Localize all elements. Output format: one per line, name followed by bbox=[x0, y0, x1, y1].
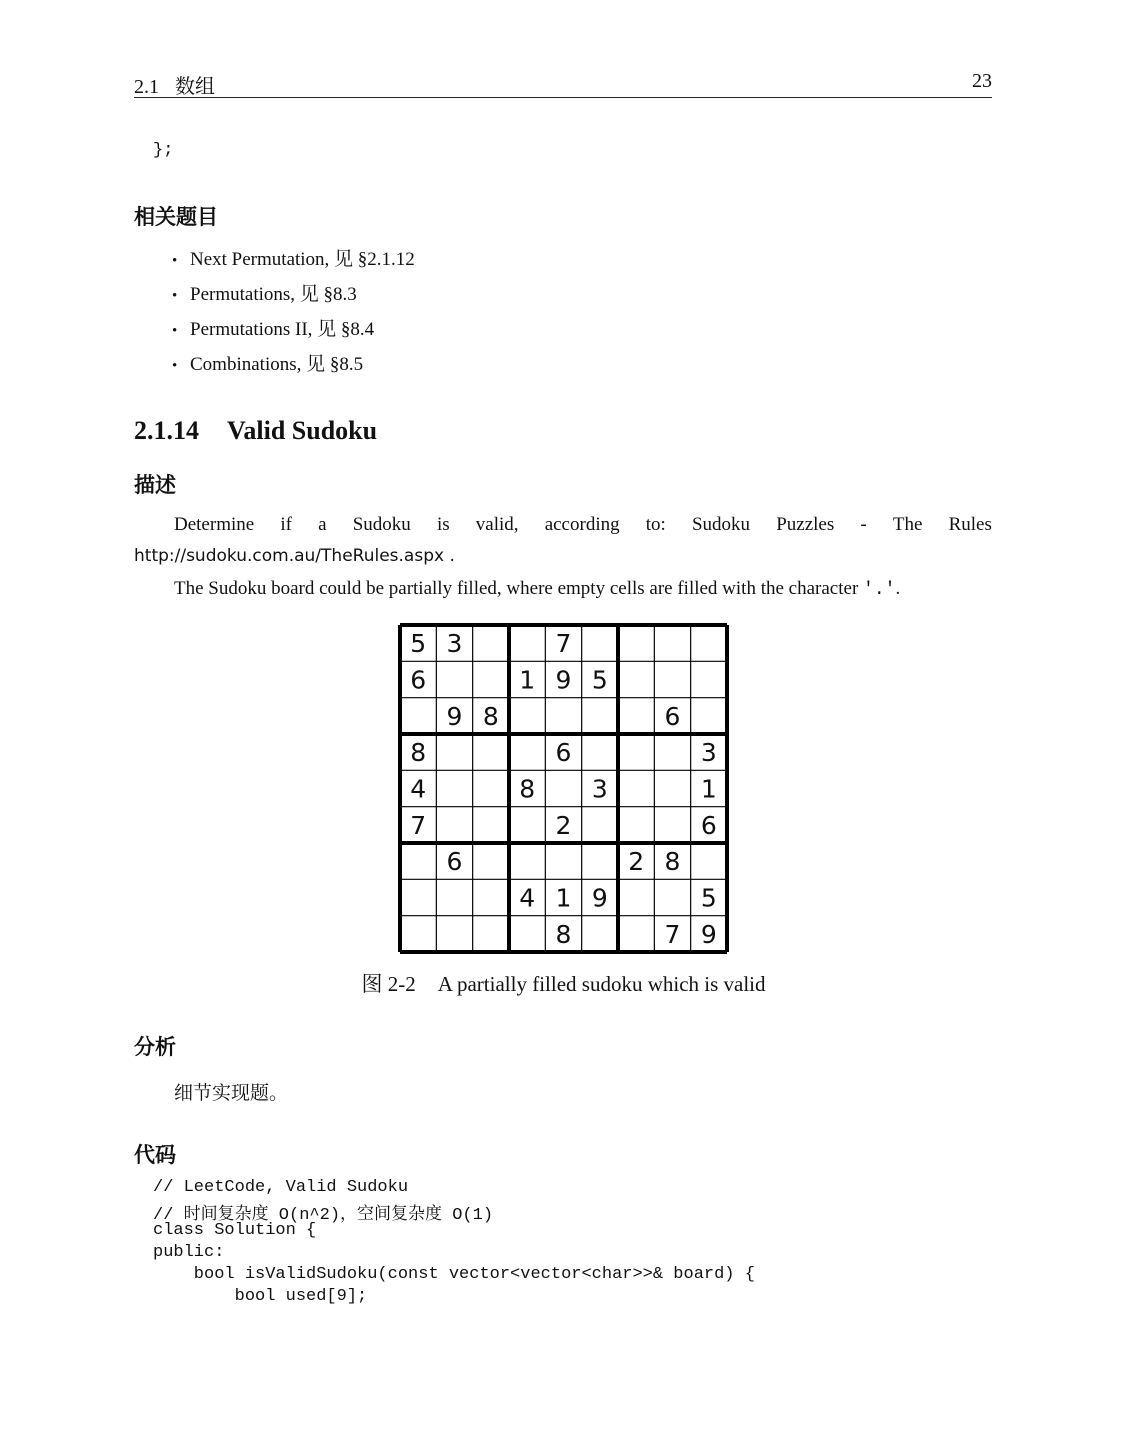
sudoku-cell-value: 5 bbox=[410, 629, 427, 659]
code-line: class Solution { bbox=[153, 1221, 317, 1240]
analysis-heading: 分析 bbox=[134, 1035, 176, 1059]
description-word: according bbox=[544, 514, 620, 535]
figure-label: 图 2-2 bbox=[361, 972, 416, 996]
related-heading: 相关题目 bbox=[134, 205, 218, 229]
description-text: The Sudoku board could be partially filled, where empty cells are filled with the character bbox=[174, 578, 864, 599]
list-item: • Permutations, 见 §8.3 bbox=[172, 284, 357, 305]
description-word: to: bbox=[645, 514, 666, 535]
running-header bbox=[134, 68, 992, 98]
description-word: valid, bbox=[475, 514, 519, 535]
sudoku-cell-value: 3 bbox=[700, 738, 717, 768]
sudoku-cell-value: 6 bbox=[410, 665, 427, 695]
sudoku-cell-value: 2 bbox=[555, 810, 572, 840]
list-item: • Combinations, 见 §8.5 bbox=[172, 354, 364, 375]
sudoku-cell-value: 9 bbox=[555, 665, 572, 695]
code-line: // LeetCode, Valid Sudoku bbox=[153, 1178, 409, 1197]
description-word: a bbox=[318, 514, 327, 535]
sudoku-cell-value: 9 bbox=[446, 701, 463, 731]
description-word: Sudoku bbox=[691, 514, 751, 535]
related-item-1: Permutations, 见 §8.3 bbox=[190, 284, 357, 305]
related-list bbox=[172, 247, 415, 387]
sudoku-cell-value: 5 bbox=[591, 665, 608, 695]
description-heading: 描述 bbox=[134, 473, 176, 497]
sudoku-cell-value: 4 bbox=[410, 774, 427, 804]
description-line-1 bbox=[174, 514, 992, 536]
sudoku-cell-value: 9 bbox=[591, 883, 608, 913]
sudoku-cell-value: 8 bbox=[555, 919, 572, 949]
description-word: Rules bbox=[948, 514, 992, 535]
description-word: if bbox=[280, 514, 292, 535]
description-word: Determine bbox=[174, 514, 255, 535]
header-section bbox=[134, 70, 215, 99]
sudoku-cell-value: 5 bbox=[700, 883, 717, 913]
analysis-text: 细节实现题。 bbox=[174, 1082, 289, 1104]
section-name: Valid Sudoku bbox=[227, 416, 378, 445]
sudoku-cell-value: 3 bbox=[591, 774, 608, 804]
code-heading: 代码 bbox=[134, 1143, 176, 1167]
sudoku-cell-value: 6 bbox=[700, 810, 717, 840]
sudoku-rules-link[interactable]: http://sudoku.com.au/TheRules.aspx bbox=[134, 546, 445, 566]
empty-cell-char: '.' bbox=[863, 580, 896, 600]
code-closing-brace: }; bbox=[153, 141, 174, 160]
sudoku-cell-value: 1 bbox=[555, 883, 572, 913]
url-suffix: . bbox=[444, 546, 455, 566]
sudoku-cell-value: 7 bbox=[410, 810, 427, 840]
page-number: 23 bbox=[972, 70, 992, 92]
sudoku-cell-value: 6 bbox=[664, 701, 681, 731]
list-item: • Next Permutation, 见 §2.1.12 bbox=[172, 249, 415, 270]
description-word: Puzzles bbox=[776, 514, 835, 535]
sudoku-cell-value: 6 bbox=[555, 738, 572, 768]
sudoku-cell-value: 8 bbox=[410, 738, 427, 768]
sudoku-cell-value: 4 bbox=[519, 883, 536, 913]
sudoku-cell-value: 1 bbox=[519, 665, 536, 695]
sudoku-cell-value: 6 bbox=[446, 847, 463, 877]
section-number: 2.1.14 bbox=[134, 416, 199, 445]
section-title bbox=[134, 416, 377, 446]
figure-caption bbox=[0, 968, 1127, 998]
related-item-2: Permutations II, 见 §8.4 bbox=[190, 319, 375, 340]
sudoku-cell-value: 1 bbox=[700, 774, 717, 804]
sudoku-cell-value: 3 bbox=[446, 629, 463, 659]
sudoku-cell-value: 7 bbox=[664, 919, 681, 949]
description-word: Sudoku bbox=[352, 514, 411, 535]
header-section-number: 2.1 bbox=[134, 76, 159, 98]
description-end: . bbox=[895, 578, 901, 599]
code-line: public: bbox=[153, 1243, 225, 1262]
sudoku-cell-value: 9 bbox=[700, 919, 717, 949]
code-line: // 时间复杂度 O(n^2)，空间复杂度 O(1) bbox=[153, 1206, 494, 1225]
code-line: bool used[9]; bbox=[153, 1287, 368, 1306]
sudoku-cell-value: 8 bbox=[482, 701, 499, 731]
sudoku-cell-value: 2 bbox=[628, 847, 645, 877]
header-section-title: 数组 bbox=[175, 74, 215, 98]
sudoku-cell-value: 8 bbox=[664, 847, 681, 877]
description-word: The bbox=[892, 514, 923, 535]
related-item-3: Combinations, 见 §8.5 bbox=[190, 354, 364, 375]
description-url-line bbox=[134, 546, 455, 566]
list-item: • Permutations II, 见 §8.4 bbox=[172, 319, 375, 340]
description-word: - bbox=[860, 514, 867, 535]
sudoku-cell-value: 8 bbox=[519, 774, 536, 804]
code-line: bool isValidSudoku(const vector<vector<char>>& board) { bbox=[153, 1265, 755, 1284]
sudoku-board bbox=[398, 623, 729, 955]
description-word: is bbox=[436, 514, 450, 535]
related-item-0: Next Permutation, 见 §2.1.12 bbox=[190, 249, 415, 270]
description-line-2 bbox=[174, 578, 900, 600]
figure-caption-text: A partially filled sudoku which is valid bbox=[437, 972, 766, 996]
sudoku-cell-value: 7 bbox=[555, 629, 572, 659]
